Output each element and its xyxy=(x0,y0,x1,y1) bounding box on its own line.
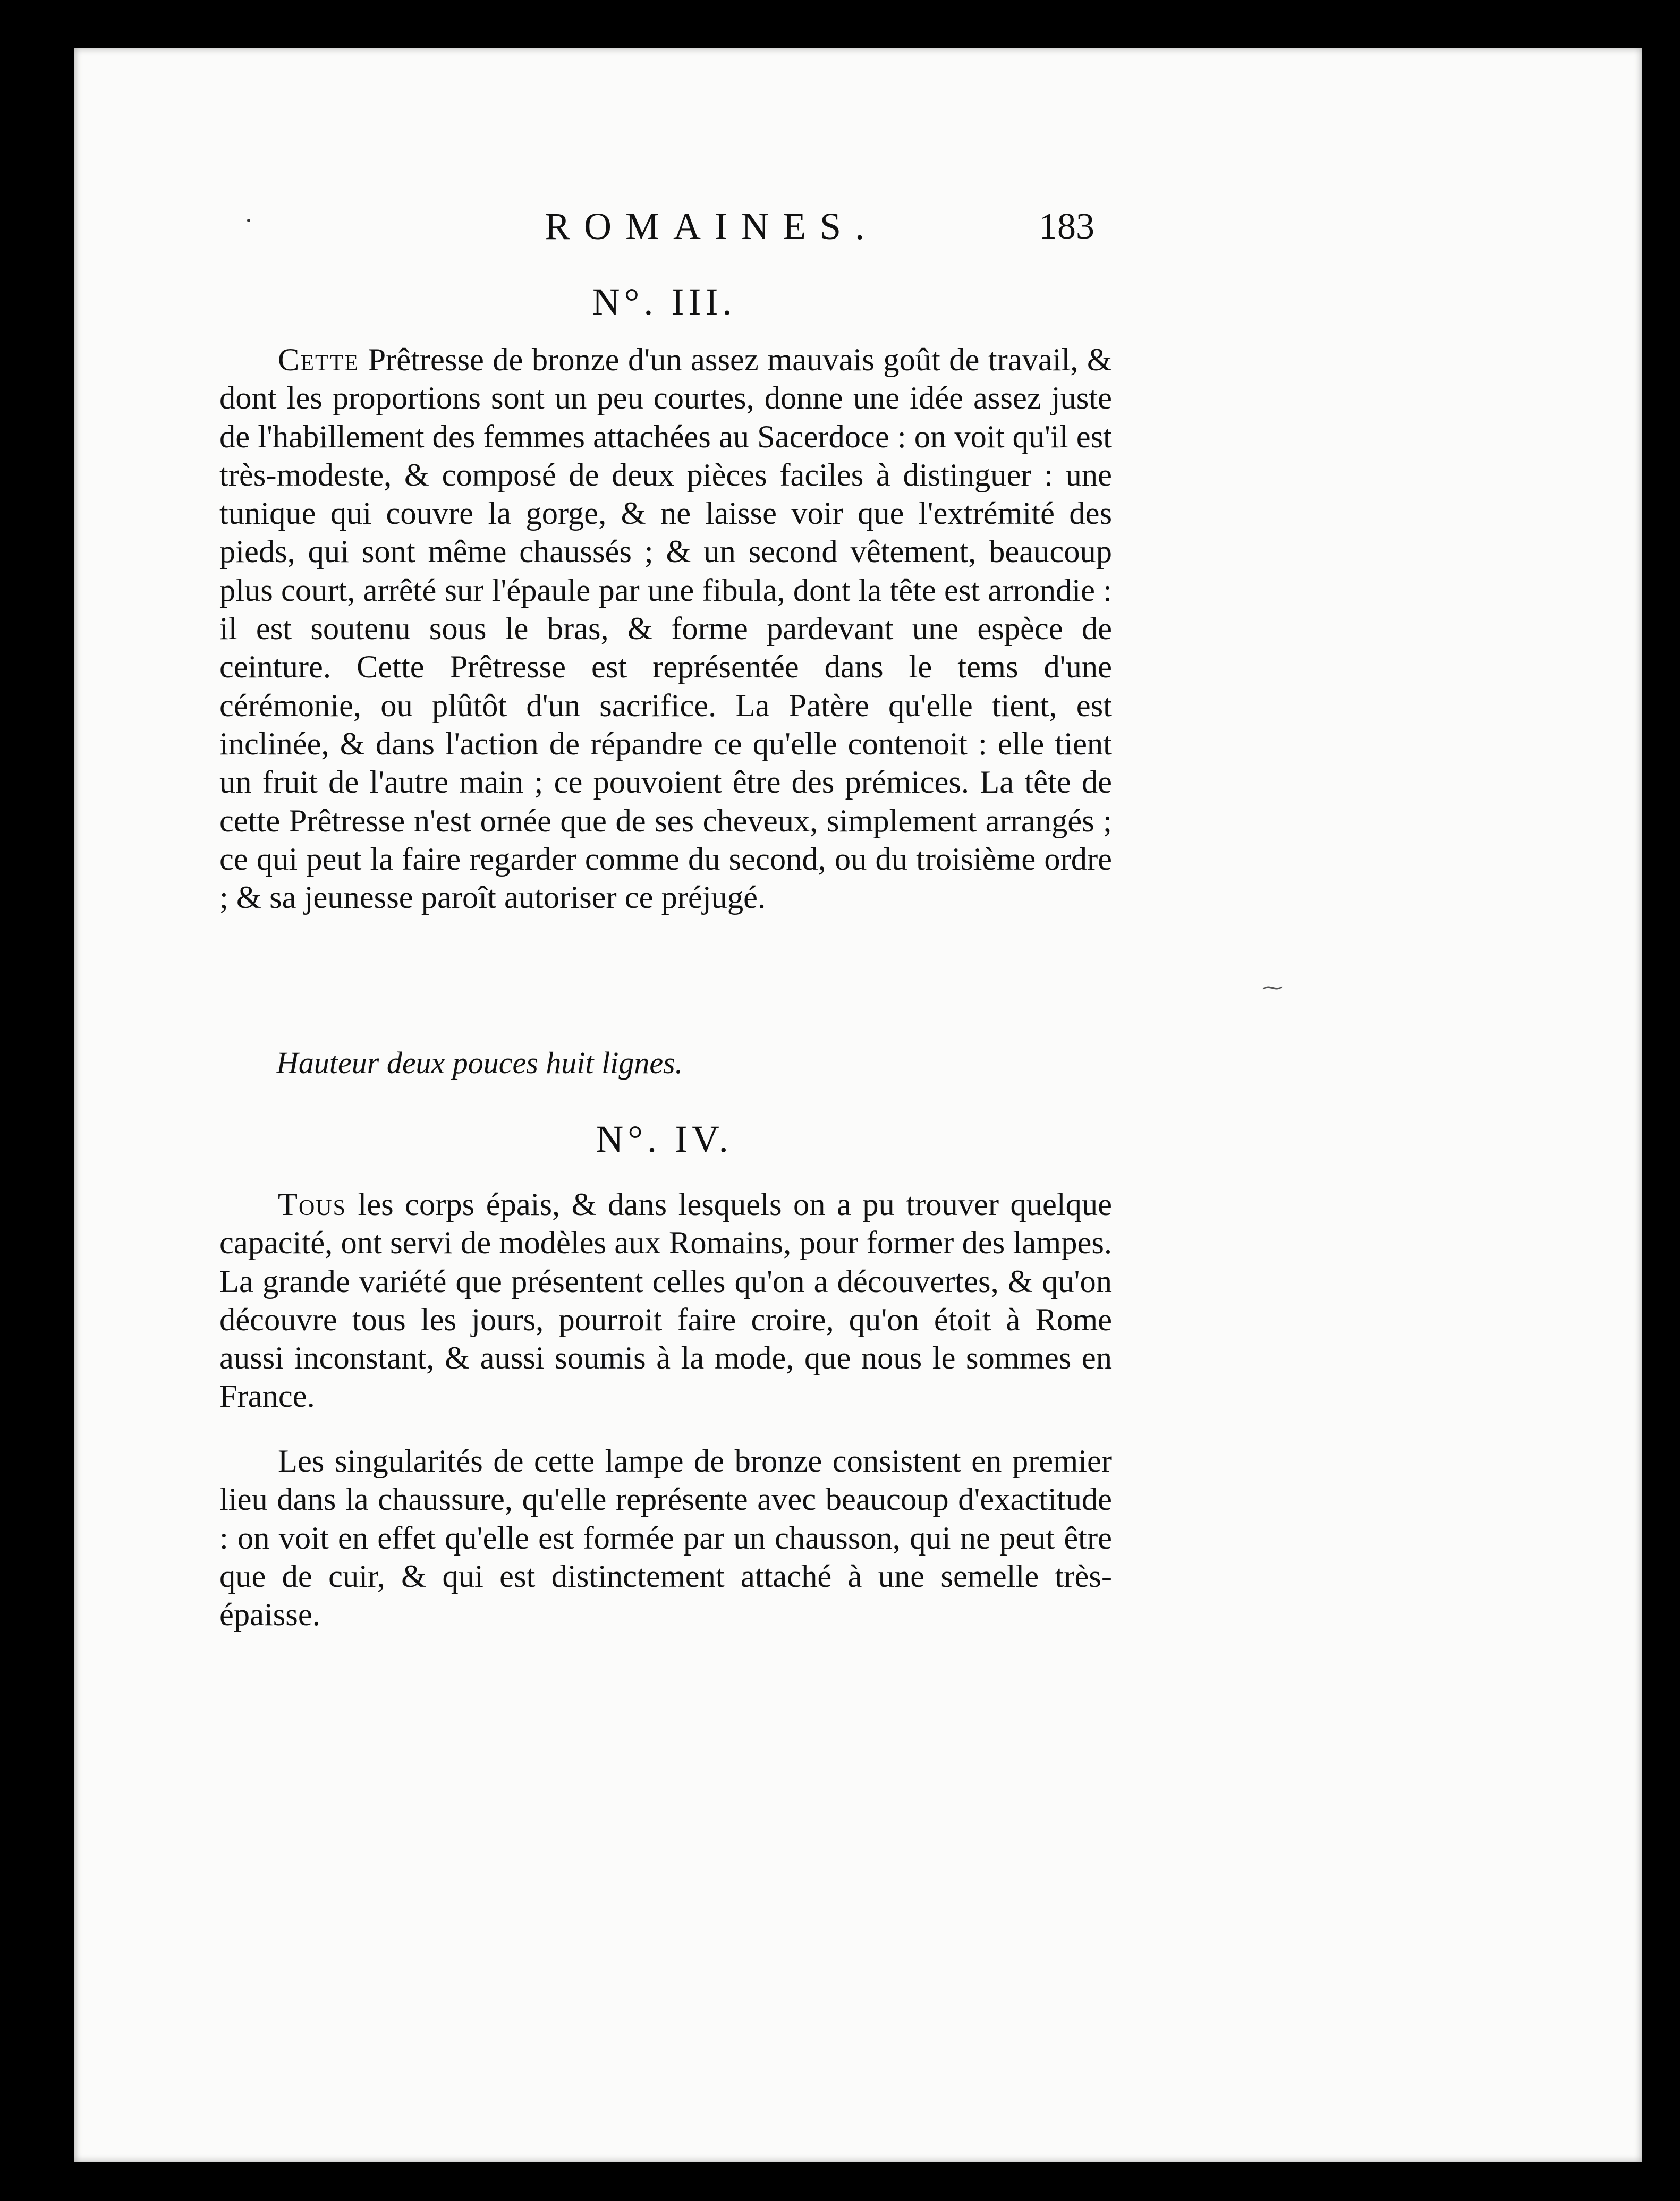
paragraph-text: les corps épais, & dans lesquels on a pu trouver quelque capacité, ont servi de modèles aux Romains, pour former des lampes. La grande variété que présentent celles qu'on a découvertes, & qu'on découvre tous les jours, pourroit faire croire, qu'on étoit à Rome aussi inconstant, & aussi soumis à la mode, que nous le sommes en France. xyxy=(219,1187,1113,1415)
section-heading-iii: N°. III. xyxy=(592,281,736,323)
lead-word: Cette xyxy=(278,342,359,378)
lead-word: Tous xyxy=(278,1187,346,1222)
margin-smudge: ⁓ xyxy=(1262,975,1283,999)
page-number: 183 xyxy=(1039,206,1094,247)
running-head-title: ROMAINES. xyxy=(545,205,879,248)
dimension-note: Hauteur deux pouces huit lignes. xyxy=(276,1046,683,1080)
paragraph-text: Les singularités de cette lampe de bronze consistent en premier lieu dans la chaussure, qu'elle représente avec beaucoup d'exactitude : on voit en effet qu'elle est formée par un chausson, qui ne peut être que de cuir, & qui est distinctement attaché à une semelle très-épaisse. xyxy=(219,1443,1112,1633)
section-iii-paragraph xyxy=(219,341,1112,917)
ink-speck xyxy=(247,219,250,222)
section-heading-iv: N°. IV. xyxy=(596,1118,733,1160)
book-page xyxy=(74,48,1642,2162)
paragraph-text: Prêtresse de bronze d'un assez mauvais goût de travail, & dont les proportions sont un peu courtes, donne une idée assez juste de l'habillement des femmes attachées au Sacerdoce : on voit qu'il est très-modeste, & composé de deux pièces faciles à distinguer : une tunique qui couvre la gorge, & ne laisse voir que l'extrémité des pieds, qui sont même chaussés ; & un second vêtement, beaucoup plus court, arrêté sur l'épaule par une fibula, dont la tête est arrondie : il est soutenu sous le bras, & forme pardevant une espèce de ceinture. Cette Prêtresse est représentée dans le tems d'une cérémonie, ou plûtôt d'un sacrifice. La Patère qu'elle tient, est inclinée, & dans l'action de répandre ce qu'elle contenoit : elle tient un fruit de l'autre main ; ce pouvoient être des prémices. La tête de cette Prêtresse n'est ornée que de ses cheveux, simplement arrangés ; ce qui peut la faire regarder comme du second, ou du troisième ordre ; & sa jeunesse paroît autoriser ce préjugé. xyxy=(219,342,1112,916)
section-iv-paragraph-1 xyxy=(219,1186,1112,1416)
section-iv-paragraph-2 xyxy=(219,1442,1112,1634)
